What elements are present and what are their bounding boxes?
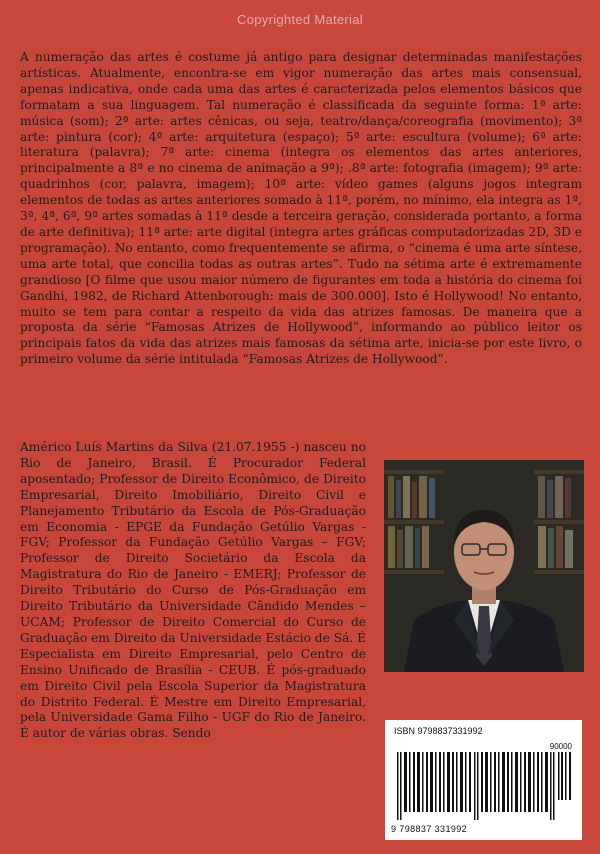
- isbn-digits: 9 798837 331992: [391, 824, 468, 834]
- price-code: 90000: [549, 742, 572, 751]
- author-bio: Américo Luís Martins da Silva (21.07.1955 -) nasceu no Rio de Janeiro, Brasil. É Procurador Federal aposentado; Professor de Direito Econômico, de Direito Empresarial, Direito Imobiliário, Direito Civil e Planejamento Tributário da Escola de Pós-Graduação em Economia - EPGE da Fundação Getúlio Vargas - FGV; Professor da Fundação Getúlio Vargas – FGV; Professor de Direito Societário da Escola da Magistratura do Rio de Janeiro - EMERJ; Professor de Direito Tributário do Curso de Pós-Graduação em Direito Tributário da Universidade Cândido Mendes – UCAM; Professor de Direito Comercial do Curso de Graduação em Direito da Universidade Estácio de Sá. É Especialista em Direito Empresarial, pelo Centro de Ensino Unificado de Brasília - CEUB. É pós-graduado em Direito Civil pela Escola Superior da Magistratura do Distrito Federal. É Mestre em Direito Empresarial, pela Universidade Gama Filho - UGF do Rio de Janeiro. É autor de várias obras. Sendo: [20, 440, 366, 741]
- isbn-label: ISBN 9798837331992: [394, 726, 483, 736]
- barcode-bars: [395, 752, 573, 820]
- isbn-barcode: [385, 720, 582, 840]
- intro-paragraph: A numeração das artes é costume já antigo para designar determinadas manifestações artísticas. Atualmente, encontra-se em vigor numeração das artes mais consensual, apenas indicativa, onde cada uma das artes é caracterizada pelos elementos básicos que formatam a sua linguagem. Tal numeração é classificada da seguinte forma: 1ª arte: música (som); 2ª arte: artes cênicas, ou seja, teatro/dança/coreografia (movimento); 3ª arte: pintura (cor); 4ª arte: arquitetura (espaço); 5ª arte: escultura (volume); 6ª arte: literatura (palavra); 7ª arte: cinema (integra os elementos das artes anteriores, principalmente a 8ª e no cinema de animação a 9ª); .8ª arte: fotografia (imagem); 9ª arte: quadrinhos (cor, palavra, imagem); 10ª arte: vídeo games (alguns jogos integram elementos de todas as artes anteriores somado à 11ª, porém, no mínimo, ela integra as 1ª, 3ª, 4ª, 6ª, 9ª artes somadas à 11ª desde a terceira geração, considerada portanto, a forma de arte definitiva); 11ª arte: arte digital (integra artes gráficas computadorizadas 2D, 3D e programação). No entanto, como frequentemente se afirma, o “cinema é uma arte síntese, uma arte total, que concilia todas as outras artes”. Tudo na sétima arte é extremamente grandioso [O filme que usou maior número de figurantes em toda a história do cinema foi Gandhi, 1982, de Richard Attenborough: mais de 300.000]. Isto é Hollywood! No entanto, muito se tem para contar a respeito da vida das atrizes famosas. De maneira que a proposta da série “Famosas Atrizes de Hollywood”, informando ao público leitor os principais fatos da vida das atrizes mais famosas da sétima arte, inicia-se por este livro, o primeiro volume da série intitulada “Famosas Atrizes de Hollywood”.: [20, 50, 582, 367]
- author-photo: [384, 460, 584, 672]
- copyright-watermark: Copyrighted Material: [237, 12, 363, 27]
